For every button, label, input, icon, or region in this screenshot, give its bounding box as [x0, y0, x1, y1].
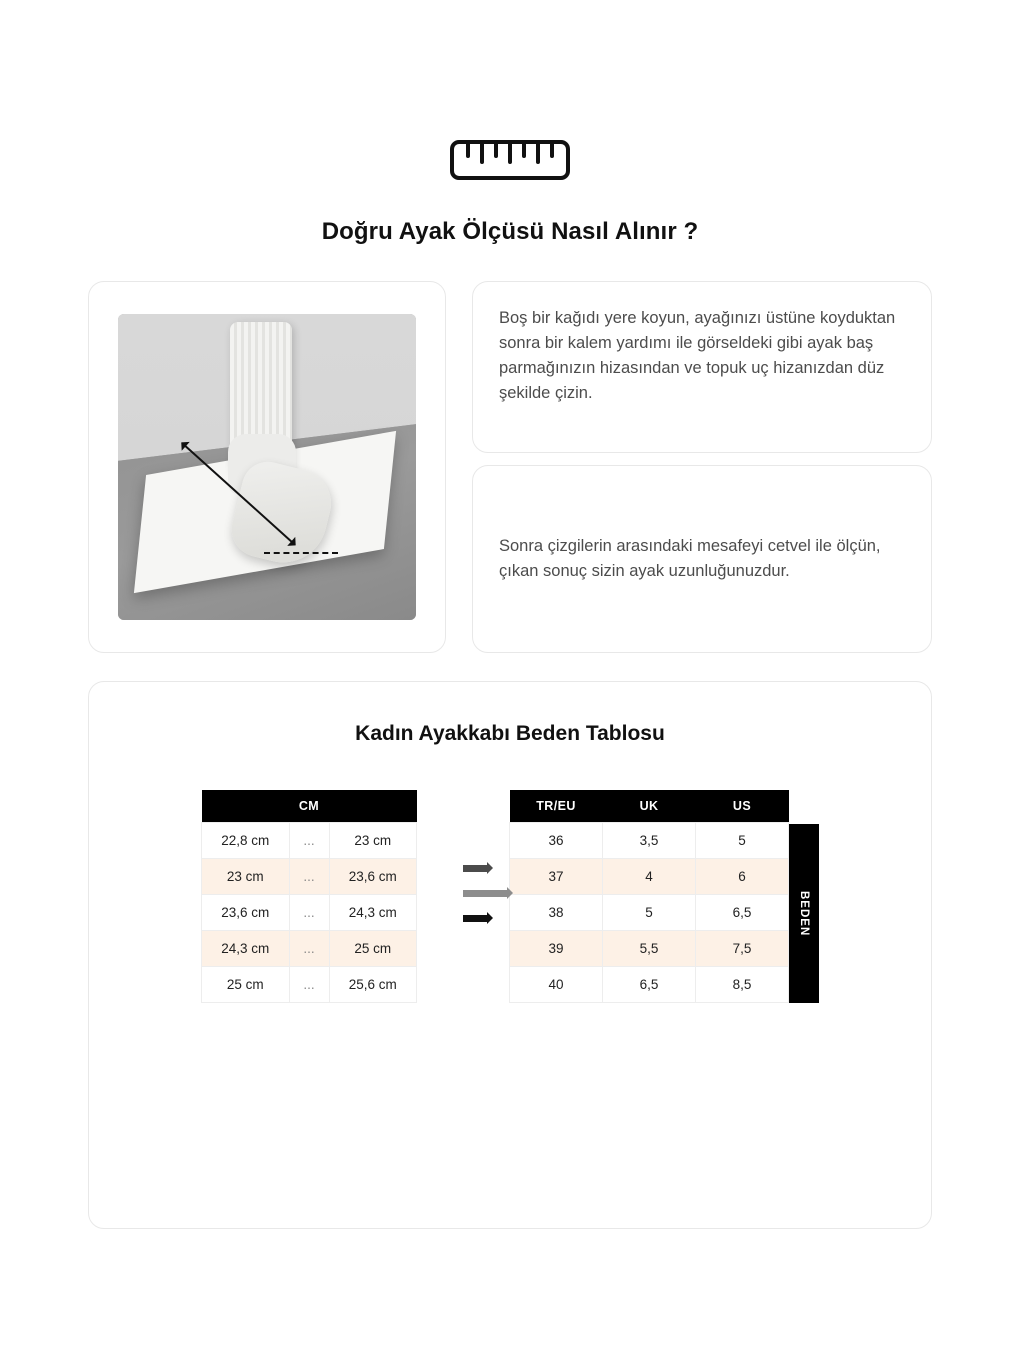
cm-table [201, 790, 417, 1003]
size-treu: 38 [510, 895, 603, 931]
cm-from: 25 cm [202, 967, 290, 1003]
cm-from: 23 cm [202, 859, 290, 895]
size-table [509, 790, 789, 1003]
table-row [510, 967, 789, 1003]
beden-label-text: BEDEN [798, 890, 810, 937]
size-us: 6 [696, 859, 789, 895]
size-treu: 39 [510, 931, 603, 967]
table-row [510, 823, 789, 859]
conversion-arrows [417, 790, 509, 925]
size-table-wrap [509, 790, 819, 1003]
size-header-us: US [696, 790, 789, 823]
step-card-2 [472, 465, 932, 653]
size-chart-title: Kadın Ayakkabı Beden Tablosu [355, 722, 665, 745]
size-chart-tables [89, 790, 931, 1003]
measure-dashed-line [264, 552, 338, 554]
size-uk: 5,5 [603, 931, 696, 967]
cm-to: 23 cm [329, 823, 417, 859]
table-row [202, 823, 417, 859]
step-1-text: Boş bir kağıdı yere koyun, ayağınızı üstüne koyduktan sonra bir kalem yardımı ile görseldeki gibi ayak baş parmağınızın hizasından ve topuk uç hizanızdan düz şekilde çizin. [499, 309, 896, 403]
cm-sep: ... [289, 823, 329, 859]
size-table-header-row [510, 790, 789, 823]
size-us: 6,5 [696, 895, 789, 931]
page-title: Doğru Ayak Ölçüsü Nasıl Alınır ? [321, 218, 699, 245]
size-header-uk: UK [603, 790, 696, 823]
cm-to: 25 cm [329, 931, 417, 967]
size-uk: 4 [603, 859, 696, 895]
cm-table-header-row [202, 790, 417, 823]
cm-from: 23,6 cm [202, 895, 290, 931]
table-row [202, 967, 417, 1003]
cm-to: 24,3 cm [329, 895, 417, 931]
cm-sep: ... [289, 859, 329, 895]
ruler-icon-container [0, 140, 1020, 180]
size-uk: 3,5 [603, 823, 696, 859]
cm-header-cell: CM [202, 790, 417, 823]
foot-measure-photo [118, 314, 416, 620]
size-us: 7,5 [696, 931, 789, 967]
size-us: 5 [696, 823, 789, 859]
size-treu: 36 [510, 823, 603, 859]
cm-from: 22,8 cm [202, 823, 290, 859]
table-row [510, 931, 789, 967]
beden-side-label [789, 824, 819, 1003]
table-row [510, 859, 789, 895]
size-treu: 40 [510, 967, 603, 1003]
size-treu: 37 [510, 859, 603, 895]
foot-measure-photo-card [88, 281, 446, 653]
cm-to: 23,6 cm [329, 859, 417, 895]
table-row [510, 895, 789, 931]
size-uk: 6,5 [603, 967, 696, 1003]
size-header-treu: TR/EU [510, 790, 603, 823]
table-row [202, 931, 417, 967]
cm-sep: ... [289, 967, 329, 1003]
size-us: 8,5 [696, 967, 789, 1003]
table-row [202, 859, 417, 895]
step-card-1 [472, 281, 932, 453]
step-2-text: Sonra çizgilerin arasındaki mesafeyi cetvel ile ölçün, çıkan sonuç sizin ayak uzunluğunuzdur. [499, 536, 881, 580]
cm-from: 24,3 cm [202, 931, 290, 967]
size-uk: 5 [603, 895, 696, 931]
size-chart-card [88, 681, 932, 1229]
table-row [202, 895, 417, 931]
cm-sep: ... [289, 895, 329, 931]
ruler-icon [450, 140, 570, 180]
cm-sep: ... [289, 931, 329, 967]
cm-to: 25,6 cm [329, 967, 417, 1003]
